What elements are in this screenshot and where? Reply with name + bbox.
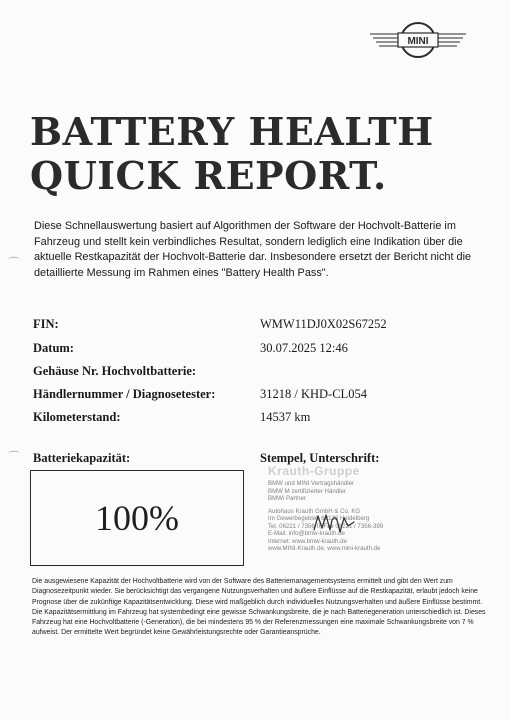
battery-housing-label: Gehäuse Nr. Hochvoltbatterie: <box>33 364 197 378</box>
stamp-line: Im Gewerbegebiet, 69123 Heidelberg <box>268 515 370 522</box>
scan-mark: ⌒ <box>8 450 21 464</box>
title-line-2: QUICK REPORT. <box>30 153 387 198</box>
mini-logo <box>356 20 480 60</box>
dealer-tester-value: 31218 / KHD-CL054 <box>260 387 367 401</box>
stamp-label: Stempel, Unterschrift: <box>260 451 380 465</box>
stamp-line: BMWi Partner <box>268 495 306 502</box>
mileage-label: Kilometerstand: <box>33 410 121 424</box>
fin-label: FIN: <box>33 317 59 331</box>
dealer-tester-label: Händlernummer / Diagnosetester: <box>33 387 216 401</box>
capacity-value: 100% <box>95 498 179 538</box>
stamp-line: E-Mail: info@bmw-krauth.de <box>268 530 345 537</box>
title-line-1: BATTERY HEALTH <box>30 109 434 154</box>
mileage-value: 14537 km <box>260 410 311 424</box>
stamp-line: BMW M zertifizierter Händler <box>268 487 346 495</box>
date-value: 30.07.2025 12:46 <box>260 341 348 355</box>
fin-value: WMW11DJ0X02S67252 <box>260 317 387 331</box>
capacity-label: Batteriekapazität: <box>33 451 131 465</box>
date-label: Datum: <box>33 341 74 355</box>
scan-mark: ⌒ <box>8 256 21 270</box>
stamp-line: BMW und MINI Vertragshändler <box>268 480 355 487</box>
stamp-line: Tel. 06221 / 7356-0, Fax 06221 / 7356-399 <box>268 522 384 530</box>
disclaimer-text: Die ausgewiesene Kapazität der Hochvoltbatterie wird von der Software des Batteriemanagementsystems ermittelt und gibt den Wert zum Diagnosezeitpunkt wieder. Sie berücksichtigt das vergangene Nutzungsverhalten und äußere Einflüsse auf die Restkapazität, erlaubt jedoch keine Prognose über die zukünftige Kapazitätsentwicklung. Diese wird maßgeblich durch individuelles Nutzungsverhalten und äußere Einflüsse bestimmt. Die Kapazitätsermittlung im Fahrzeug hat systembedingt eine gewisse Schwankungsbreite, die je nach Batteriegeneration unterschiedlich ist. Dieses Fahrzeug hat eine Hochvoltbatterie (-Generation), die bei mindestens 95 % der Referenzmessungen eine maximale Schwankungsbreite von 7 % aufweist. Der ermittelte Wert begründet keine Gewährleistungsrechte oder Garantieansprüche. <box>32 578 486 637</box>
logo-text: MINI <box>407 36 429 47</box>
signature <box>310 510 370 536</box>
stamp-head: Krauth-Gruppe <box>268 464 360 478</box>
stamp-line: Internet: www.bmw-krauth.de <box>268 537 347 545</box>
stamp-line: www.MINI-Krauth.de, www.mini-krauth.de <box>268 545 381 552</box>
report-title <box>30 110 490 198</box>
dealer-stamp <box>268 465 488 565</box>
intro-paragraph: Diese Schnellauswertung basiert auf Algorithmen der Software der Hochvolt-Batterie im Fahrzeug und stellt kein verbindliches Resultat, sondern lediglich eine Indikation über die aktuelle Restkapazität der Hochvolt-Batterie dar. Insbesondere ersetzt der Bericht nicht die detaillierte Messung im Rahmen eines "Battery Health Pass". <box>34 220 472 279</box>
stamp-line: Autohaus Krauth GmbH & Co. KG <box>268 507 361 515</box>
capacity-box <box>30 470 244 566</box>
